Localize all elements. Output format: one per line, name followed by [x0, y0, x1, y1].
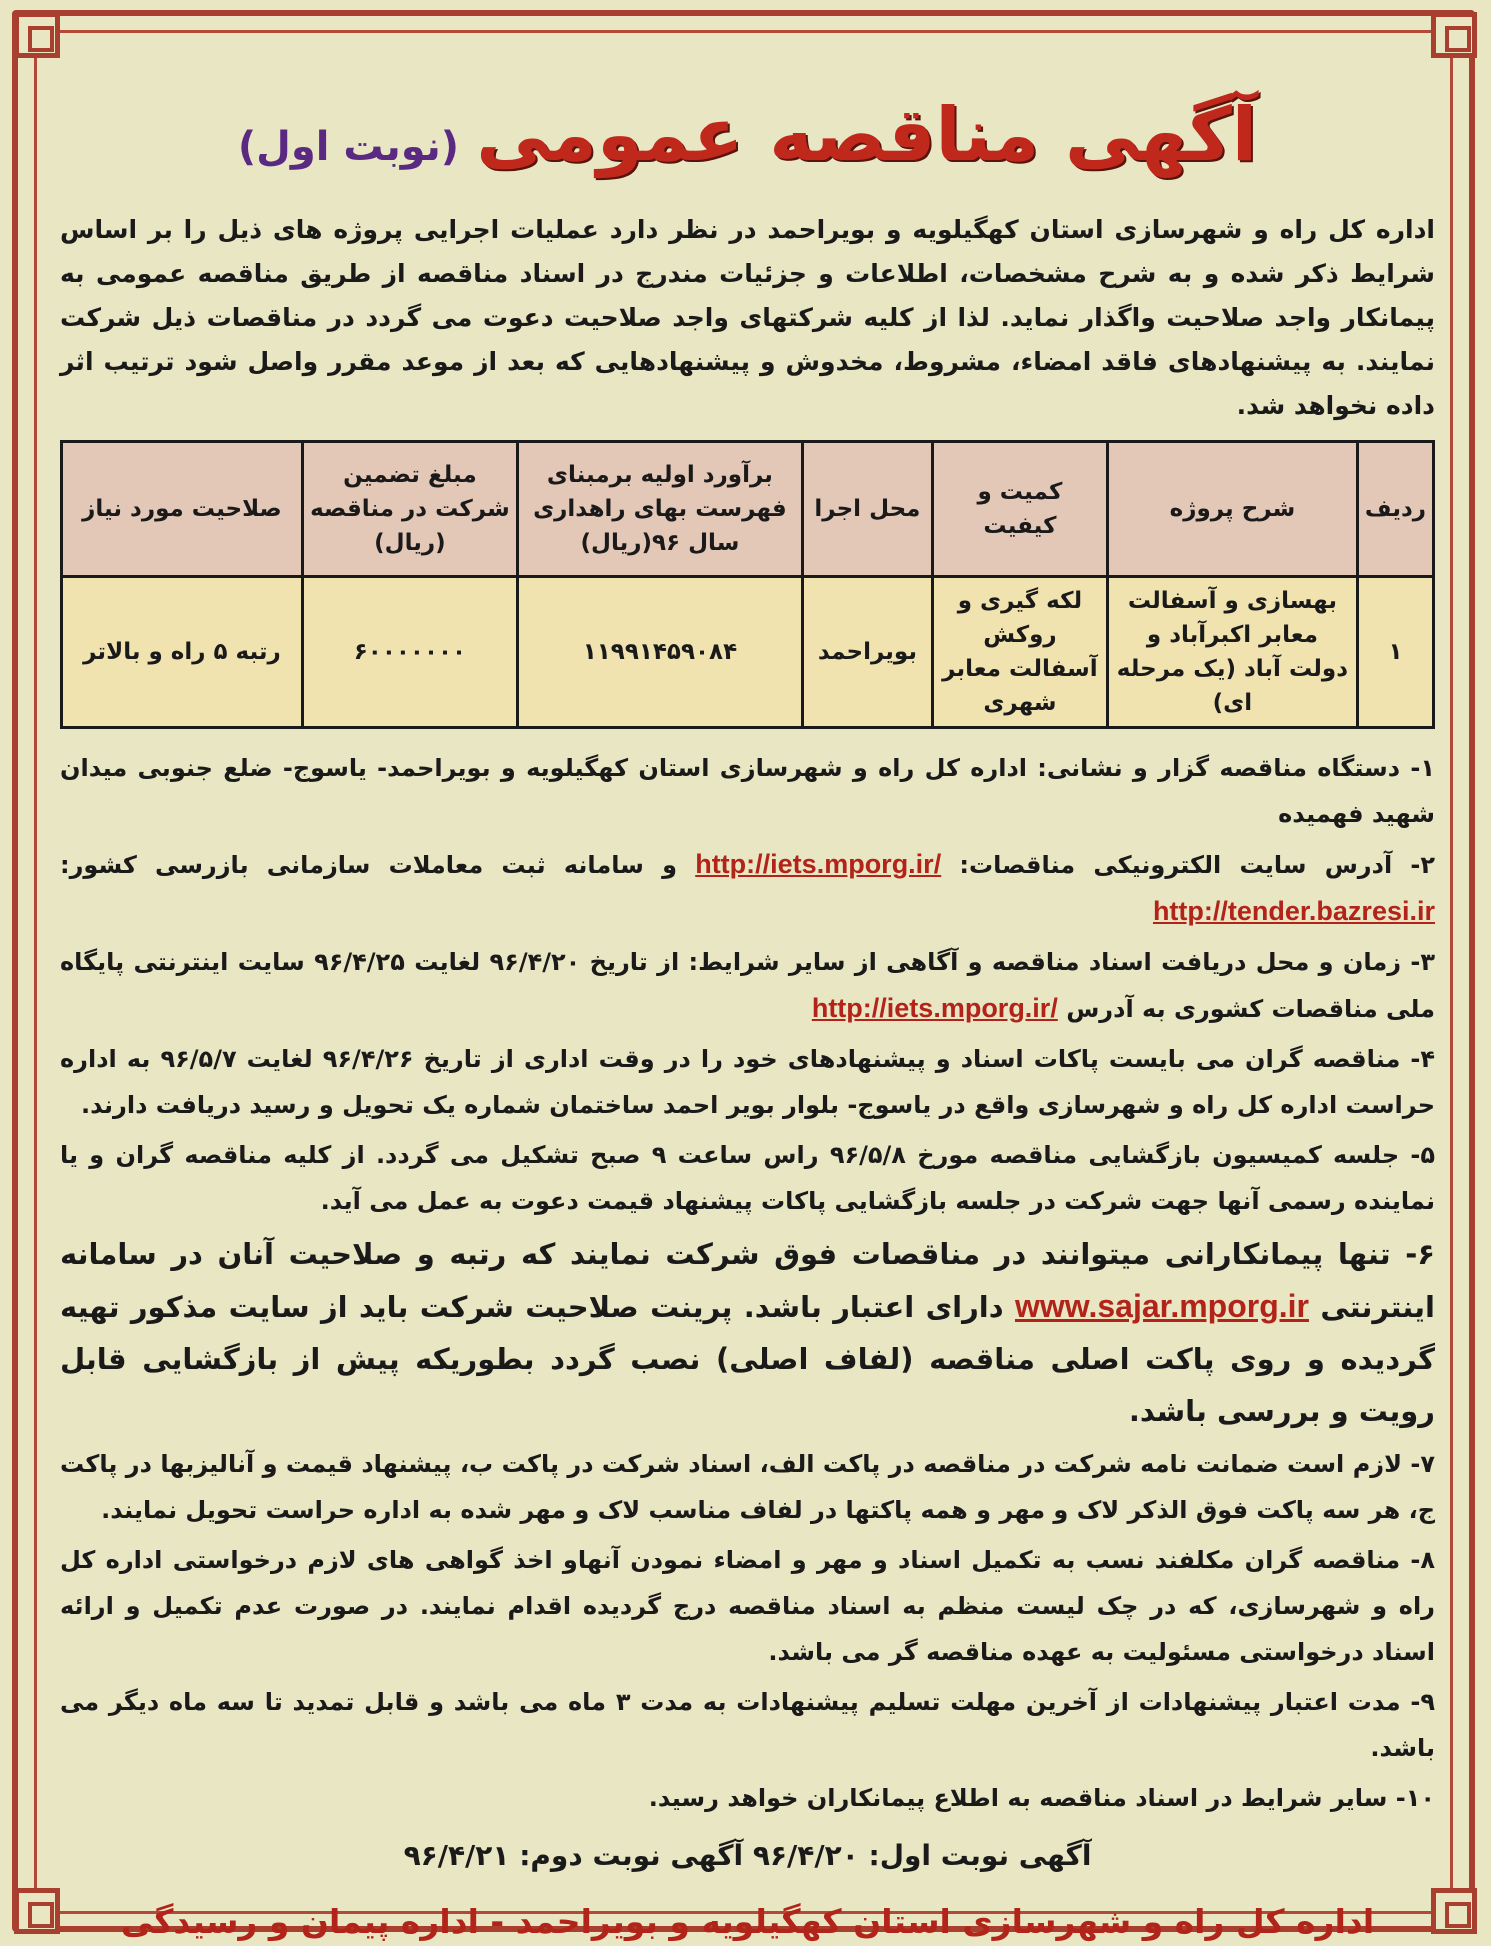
conditions-list: [60, 745, 1435, 1821]
corner-ornament-top-right: [1431, 12, 1477, 58]
condition-1: ۱- دستگاه مناقصه گزار و نشانی: اداره کل راه و شهرسازی استان کهگیلویه و بویراحمد- یاسوج- ضلع جنوبی میدان شهید فهمیده: [60, 754, 1435, 828]
condition-7: ۷- لازم است ضمانت نامه شرکت در مناقصه در پاکت الف، اسناد شرکت در پاکت ب، پیشنهاد قیمت و آنالیزبها در پاکت ج، هر سه پاکت فوق الذکر لاک و مهر و همه پاکتها در لفاف مناسب لاک و مهر شده به اداره حراست تحویل نمایند.: [60, 1450, 1435, 1524]
header-quantity: کمیت و کیفیت: [932, 442, 1107, 577]
sajar-link[interactable]: www.sajar.mporg.ir: [1014, 1288, 1309, 1324]
tender-bazresi-link[interactable]: http://tender.bazresi.ir: [1152, 896, 1435, 926]
cell-guarantee: ۶۰۰۰۰۰۰۰: [302, 577, 517, 728]
header-estimate: برآورد اولیه برمبنای فهرست بهای راهداری سال ۹۶(ریال): [517, 442, 802, 577]
condition-2-text-b: و سامانه ثبت معاملات سازمانی بازرسی کشور:: [60, 851, 677, 879]
header-description: شرح پروژه: [1107, 442, 1357, 577]
cell-location: بویراحمد: [802, 577, 932, 728]
title-main: آگهی مناقصه عمومی: [476, 92, 1258, 178]
publication-dates: آگهی نوبت اول: ۹۶/۴/۲۰ آگهی نوبت دوم: ۹۶/۴/۲۱: [403, 1839, 1092, 1872]
issuer-footer: اداره کل راه و شهرسازی استان کهگیلویه و بویراحمد - اداره پیمان و رسیدگی: [120, 1902, 1375, 1941]
condition-6: [60, 1228, 1435, 1437]
condition-10: ۱۰- سایر شرایط در اسناد مناقصه به اطلاع پیمانکاران خواهد رسید.: [648, 1784, 1435, 1812]
projects-table: [60, 440, 1435, 729]
header-row-no: ردیف: [1357, 442, 1433, 577]
condition-4: ۴- مناقصه گران می بایست پاکات اسناد و پیشنهادهای خود را در وقت اداری از تاریخ ۹۶/۴/۲۶ لغایت ۹۶/۵/۷ به اداره حراست اداره کل راه و شهرسازی واقع در یاسوج- بلوار بویر احمد ساختمان شماره یک تحویل و رسید دریافت دارند.: [60, 1045, 1436, 1119]
cell-row-no: ۱: [1357, 577, 1433, 728]
condition-6-text-b: دارای اعتبار باشد. پرینت صلاحیت شرکت باید از سایت مذکور تهیه گردیده و روی پاکت اصلی مناقصه (لفاف اصلی) نصب گردد بطوریکه پیش از بازگشایی قابل رویت و بررسی باشد.: [60, 1290, 1435, 1428]
corner-ornament-bottom-right: [1431, 1888, 1477, 1934]
table-header-row: [62, 442, 1434, 577]
header-qualification: صلاحیت مورد نیاز: [62, 442, 303, 577]
condition-6-text-a: ۶- تنها پیمانکارانی میتوانند در مناقصات فوق شرکت نمایند که رتبه و صلاحیت آنان در سامانه اینترنتی: [60, 1237, 1435, 1324]
iets-link-2[interactable]: http://iets.mporg.ir/: [811, 993, 1058, 1023]
condition-8: ۸- مناقصه گران مکلفند نسب به تکمیل اسناد و مهر و امضاء نمودن آنهاو اخذ گواهی های لازم درخواستی اداره کل راه و شهرسازی، که در چک لیست منظم به اسناد مناقصه درج گردیده اقدام نمایند. در صورت عدم تکمیل و ارائه اسناد درخواستی مسئولیت به عهده مناقصه گر می باشد.: [60, 1546, 1435, 1666]
cell-quantity: لکه گیری و روکش آسفالت معابر شهری: [932, 577, 1107, 728]
header-location: محل اجرا: [802, 442, 932, 577]
condition-9: ۹- مدت اعتبار پیشنهادات از آخرین مهلت تسلیم پیشنهادات به مدت ۳ ماه می باشد و قابل تمدید تا سه ماه دیگر می باشد.: [60, 1688, 1435, 1762]
corner-ornament-top-left: [14, 12, 60, 58]
notice-content: [60, 70, 1435, 1941]
condition-2: [60, 841, 1435, 935]
cell-qualification: رتبه ۵ راه و بالاتر: [62, 577, 303, 728]
condition-2-text-a: ۲- آدرس سایت الکترونیکی مناقصات:: [959, 851, 1435, 879]
title-sub: (نوبت اول): [237, 124, 460, 170]
condition-5: ۵- جلسه کمیسیون بازگشایی مناقصه مورخ ۹۶/۵/۸ راس ساعت ۹ صبح تشکیل می گردد. از کلیه مناقصه گران و یا نماینده رسمی آنها جهت شرکت در جلسه بازگشایی پاکات پیشنهاد قیمت دعوت به عمل می آید.: [60, 1141, 1436, 1215]
header-guarantee: مبلغ تضمین شرکت در مناقصه (ریال): [302, 442, 517, 577]
iets-link[interactable]: http://iets.mporg.ir/: [695, 849, 942, 879]
notice-title: [60, 70, 1435, 200]
intro-paragraph: اداره کل راه و شهرسازی استان کهگیلویه و بویراحمد در نظر دارد عملیات اجرایی پروژه های ذیل را بر اساس شرایط ذکر شده و به شرح مشخصات، اطلاعات و جزئیات مندرج در اسناد مناقصه از طریق مناقصه عمومی به پیمانکار واجد صلاحیت واگذار نماید. لذا از کلیه شرکتهای واجد صلاحیت دعوت می گردد در مناقصات ذیل شرکت نمایند. به پیشنهادهای فاقد امضاء، مشروط، مخدوش و پیشنهادهایی که بعد از موعد مقرر واصل شود ترتیب اثر داده نخواهد شد.: [60, 215, 1435, 420]
cell-description: بهسازی و آسفالت معابر اکبرآباد و دولت آباد (یک مرحله ای): [1107, 577, 1357, 728]
condition-3-text: ۳- زمان و محل دریافت اسناد مناقصه و آگاهی از سایر شرایط: از تاریخ ۹۶/۴/۲۰ لغایت ۹۶/۴/۲۵ سایت اینترنتی پایگاه ملی مناقصات کشوری به آدرس: [60, 948, 1436, 1023]
condition-3: [60, 939, 1435, 1032]
table-row: [62, 577, 1434, 728]
corner-ornament-bottom-left: [14, 1888, 60, 1934]
cell-estimate: ۱۱۹۹۱۴۵۹۰۸۴: [517, 577, 802, 728]
